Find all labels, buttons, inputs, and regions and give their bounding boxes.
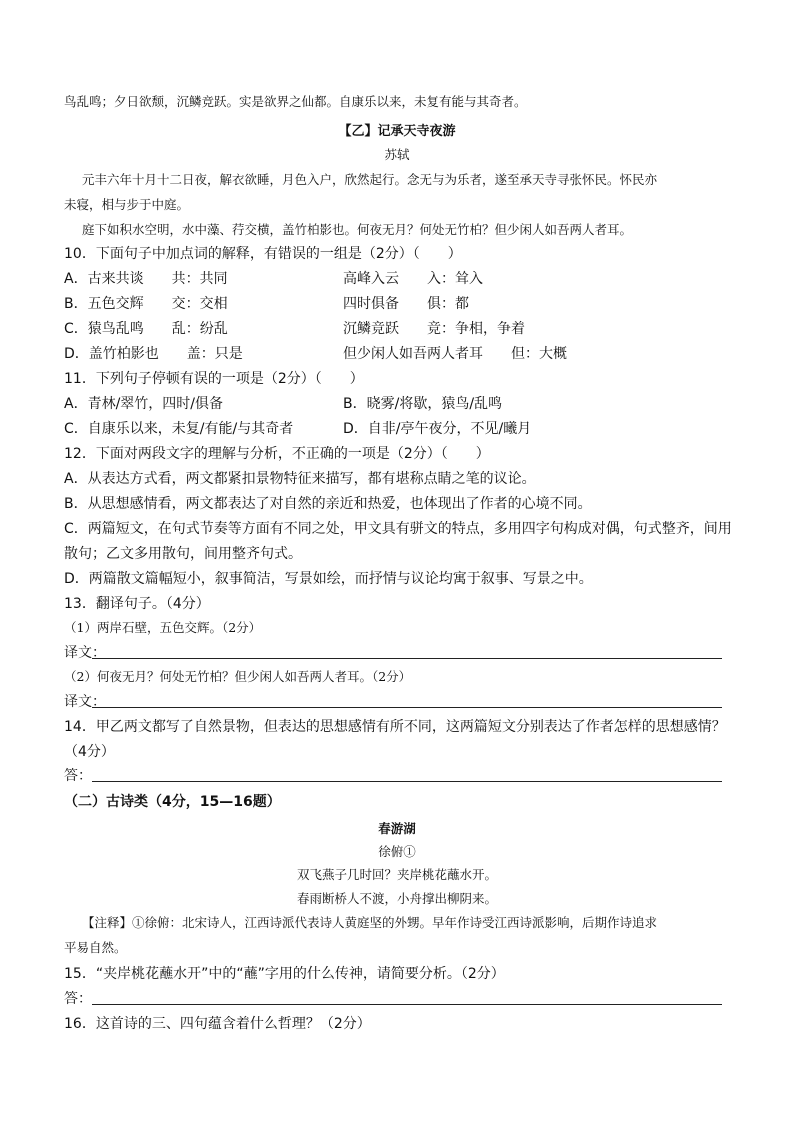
poem-note-line1: 【注释】①徐俯：北宋诗人，江西诗派代表诗人黄庭坚的外甥。早年作诗受江西诗派影响，后期作诗追求 [82,915,658,930]
q10-option-a-left: A．古来共谈 共：共同 [64,271,228,287]
q13-sentence-2: （2）何夜无月？何处无竹柏？但少闲人如吾两人者耳。（2分） [64,669,412,684]
q10-option-b-right: 四时俱备 俱：都 [343,296,469,312]
q14-stem-line2: （4分） [64,744,115,760]
poem-title: 春游湖 [378,821,416,836]
q10-option-b-left: B．五色交辉 交：交相 [64,296,228,312]
q12-option-d: D．两篇散文篇幅短小，叙事简洁，写景如绘，而抒情与议论均寓于叙事、写景之中。 [64,571,593,587]
poem-note-line2: 平易自然。 [64,940,127,955]
poem-line-1: 双飞燕子几时回？夹岸桃花蘸水开。 [296,867,497,882]
q15-answer-label: 答： [64,991,92,1007]
q15-answer-line[interactable] [92,1004,722,1005]
passage-b-para2: 庭下如积水空明，水中藻、荇交横，盖竹柏影也。何夜无月？何处无竹柏？但少闲人如吾两人者耳。 [82,222,633,237]
q10-option-d-right: 但少闲人如吾两人者耳 但：大概 [343,346,567,362]
q16-stem: 16．这首诗的三、四句蕴含着什么哲理？（2分） [64,1016,371,1032]
passage-a-ending: 鸟乱鸣；夕日欲颓，沉鳞竞跃。实是欲界之仙都。自康乐以来，未复有能与其奇者。 [64,94,527,109]
q10-option-c-left: C．猿鸟乱鸣 乱：纷乱 [64,321,228,337]
passage-b-title: 【乙】记承天寺夜游 [338,124,456,139]
q15-stem: 15．“夹岸桃花蘸水开”中的“蘸”字用的什么传神，请简要分析。（2分） [64,966,505,982]
q13-answer-line-1[interactable] [92,658,722,659]
q10-option-c-right: 沉鳞竞跃 竞：争相，争着 [343,321,525,337]
q12-option-c-line2: 散句；乙文多用散句，间用整齐句式。 [64,546,302,562]
q14-answer-line[interactable] [92,781,722,782]
q13-stem: 13．翻译句子。（4分） [64,596,210,612]
q11-option-c: C．自康乐以来，未复/有能/与其奇者 [64,421,294,437]
q11-option-b: B．晓雾/将歇，猿鸟/乱鸣 [343,396,503,412]
q10-stem: 10．下面句子中加点词的解释，有错误的一组是（2分）（ ） [64,246,462,262]
q11-option-d: D．自非/亭午夜分，不见/曦月 [343,421,532,437]
q13-answer-label-1: 译文： [64,645,106,661]
q12-option-a: A．从表达方式看，两文都紧扣景物特征来描写，都有堪称点睛之笔的议论。 [64,471,536,487]
poem-line-2: 春雨断桥人不渡，小舟撑出柳阴来。 [296,891,497,906]
q13-sentence-1: （1）两岸石壁，五色交辉。（2分） [64,620,262,635]
q13-answer-line-2[interactable] [92,707,722,708]
passage-b-para1-line2: 未寝，相与步于中庭。 [64,197,190,212]
poem-author: 徐俯① [378,844,416,859]
q13-answer-label-2: 译文： [64,694,106,710]
q12-option-b: B．从思想感情看，两文都表达了对自然的亲近和热爱，也体现出了作者的心境不同。 [64,496,592,512]
q12-option-c-line1: C．两篇短文，在句式节奏等方面有不同之处，甲文具有骈文的特点，多用四字句构成对偶，句式整齐，间用 [64,521,732,537]
q14-stem-line1: 14．甲乙两文都写了自然景物，但表达的思想感情有所不同，这两篇短文分别表达了作者怎样的思想感情？ [64,719,726,735]
passage-b-author: 苏轼 [384,147,410,162]
q10-option-a-right: 高峰入云 入：耸入 [343,271,483,287]
q14-answer-label: 答： [64,768,92,784]
q12-stem: 12．下面对两段文字的理解与分析，不正确的一项是（2分）（ ） [64,446,490,462]
q11-stem: 11．下列句子停顿有误的一项是（2分）（ ） [64,371,364,387]
q11-option-a: A．青林/翠竹，四时/俱备 [64,396,224,412]
section2-heading: （二）古诗类（4分，15—16题） [64,794,281,810]
q10-option-d-left: D．盖竹柏影也 盖：只是 [64,346,243,362]
passage-b-para1-line1: 元丰六年十月十二日夜，解衣欲睡，月色入户，欣然起行。念无与为乐者，遂至承天寺寻张怀民。怀民亦 [82,172,658,187]
